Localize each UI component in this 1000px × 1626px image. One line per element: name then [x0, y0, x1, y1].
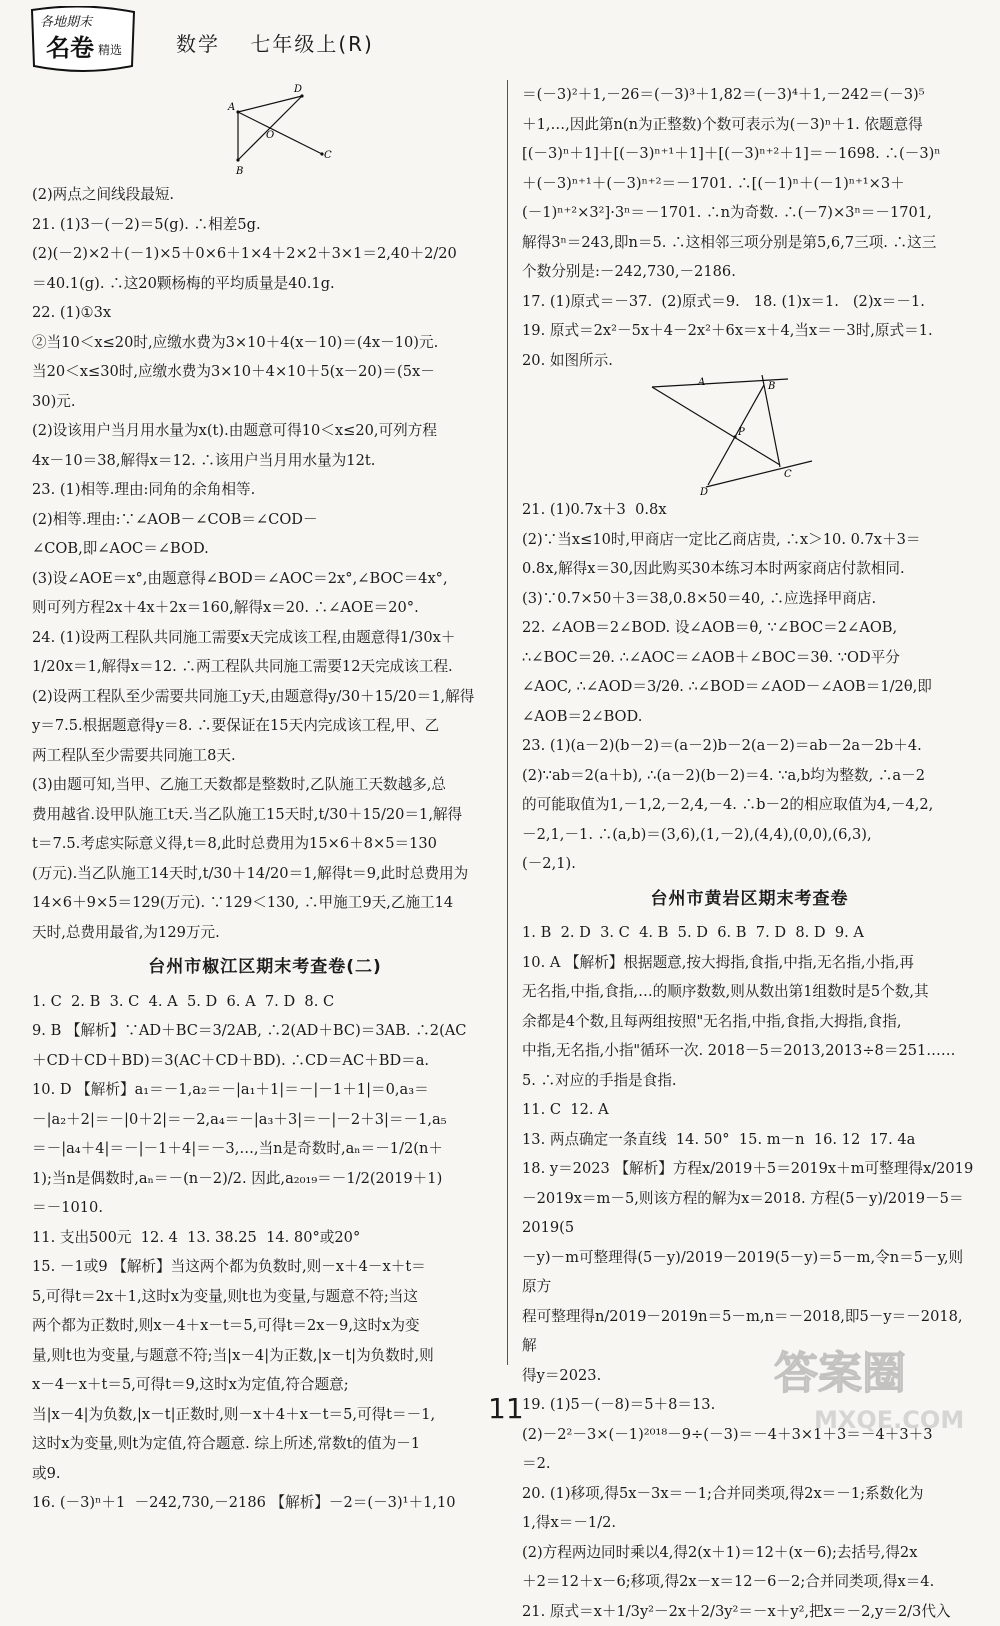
answer-line: 14×6＋9×5＝129(万元). ∵129＜130, ∴甲施工9天,乙施工14: [32, 888, 498, 918]
answer-line: (3)由题可知,当甲、乙施工天数都是整数时,乙队施工天数越多,总: [32, 770, 498, 800]
answer-line: 9. B 【解析】∵AD＋BC＝3/2AB, ∴2(AD＋BC)＝3AB. ∴2(AC: [32, 1016, 498, 1046]
answer-line: 解得3ⁿ＝243,即n＝5. ∴这相邻三项分别是第5,6,7三项. ∴这三: [522, 228, 977, 258]
answer-line: (2)两点之间线段最短.: [32, 180, 498, 210]
answer-line: 19. (1)5－(－8)＝5＋8＝13.: [522, 1390, 977, 1420]
logo-line2: 名卷: [46, 34, 94, 62]
logo-line3: 精选: [98, 42, 122, 57]
answer-line: 17. (1)原式＝－37. (2)原式＝9. 18. (1)x＝1. (2)x＝－1.: [522, 287, 977, 317]
fig1-label-d: D: [293, 84, 302, 95]
subject-label: 数学: [176, 32, 220, 56]
figure-angles-aob: [32, 80, 498, 180]
fig2-label-d: D: [699, 487, 708, 495]
answer-line: 这时x为变量,则t为定值,符合题意. 综上所述,常数t的值为－1: [32, 1429, 498, 1459]
fig1-label-b: B: [235, 166, 243, 177]
answer-line: x－4－x＋t＝5,可得t＝9,这时x为定值,符合题意;: [32, 1370, 498, 1400]
answer-line: ②当10＜x≤20时,应缴水费为3×10＋4(x－10)＝(4x－10)元.: [32, 328, 498, 358]
answer-line: 11. 支出500元 12. 4 13. 38.25 14. 80°或20°: [32, 1223, 498, 1253]
answer-line: ＋CD＋CD＋BD)＝3(AC＋CD＋BD). ∴CD＝AC＋BD＝a.: [32, 1046, 498, 1076]
section-title-huangyan: 台州市黄岩区期末考查卷: [522, 885, 977, 915]
answer-line: －2,1,－1. ∴(a,b)＝(3,6),(1,－2),(4,4),(0,0),(6,3),: [522, 820, 977, 850]
answer-line: ＝－|a₄＋4|＝－|－1＋4|＝－3,…,当n是奇数时,aₙ＝－1/2(n＋: [32, 1134, 498, 1164]
huangyan-answers: [522, 918, 977, 1626]
fig1-label-a: A: [227, 102, 235, 113]
answer-line: 余都是4个数,且每两组按照"无名指,中指,食指,大拇指,食指,: [522, 1007, 977, 1037]
answer-line: 1. B 2. D 3. C 4. B 5. D 6. B 7. D 8. D 9. A: [522, 918, 977, 948]
fig2-label-b: B: [767, 381, 775, 392]
column-divider: [507, 80, 508, 1365]
answer-line: 费用越省.设甲队施工t天.当乙队施工15天时,t/30＋15/20＝1,解得: [32, 800, 498, 830]
answer-line: 19. 原式＝2x²－5x＋4－2x²＋6x＝x＋4,当x＝－3时,原式＝1.: [522, 316, 977, 346]
answer-line: 21. (1)0.7x＋3 0.8x: [522, 495, 977, 525]
answer-line: ＝－1010.: [32, 1193, 498, 1223]
answer-line: 22. (1)①3x: [32, 298, 498, 328]
answer-line: 1. C 2. B 3. C 4. A 5. D 6. A 7. D 8. C: [32, 987, 498, 1017]
fig2-label-a: A: [697, 377, 705, 388]
answer-line: ＝2.: [522, 1449, 977, 1479]
answer-line: 13. 两点确定一条直线 14. 50° 15. m－n 16. 12 17. 4a: [522, 1125, 977, 1155]
answer-line: ＝40.1(g). ∴这20颗杨梅的平均质量是40.1g.: [32, 269, 498, 299]
grade-label: 七年级上(R): [250, 32, 374, 56]
answer-line: 18. y＝2023 【解析】方程x/2019＋5＝2019x＋m可整理得x/2019: [522, 1154, 977, 1184]
answer-line: 24. (1)设两工程队共同施工需要x天完成该工程,由题意得1/30x＋: [32, 623, 498, 653]
answer-line: 5,可得t＝2x＋1,这时x为变量,则t也为变量,与题意不符;当这: [32, 1282, 498, 1312]
answer-line: 0.8x,解得x＝30,因此购买30本练习本时两家商店付款相同.: [522, 554, 977, 584]
left-column: [32, 80, 498, 1518]
fig1-label-c: C: [324, 150, 332, 161]
watermark-line1: 答案圈: [774, 1348, 906, 1399]
answer-line: ∠COB,即∠AOC＝∠BOD.: [32, 534, 498, 564]
answer-line: 的可能取值为1,－1,2,－2,4,－4. ∴b－2的相应取值为4,－4,2,: [522, 790, 977, 820]
answer-line: 22. ∠AOB＝2∠BOD. 设∠AOB＝θ, ∵∠BOC＝2∠AOB,: [522, 613, 977, 643]
answer-line: 1,得x＝－1/2.: [522, 1508, 977, 1538]
answer-line: 20. (1)移项,得5x－3x＝－1;合并同类项,得2x＝－1;系数化为: [522, 1479, 977, 1509]
answer-line: 得y＝2023.: [522, 1361, 977, 1391]
answer-line: ＋2＝12＋x－6;移项,得2x－x＝12－6－2;合并同类项,得x＝4.: [522, 1567, 977, 1597]
book-series-logo: [28, 6, 138, 72]
answer-line: 程可整理得n/2019－2019n＝5－m,n＝－2018,即5－y＝－2018,解: [522, 1302, 977, 1361]
answer-line: ∠AOB＝2∠BOD.: [522, 702, 977, 732]
watermark-logo: [754, 1328, 994, 1438]
right-answers-top: [522, 80, 977, 375]
answer-line: 23. (1)相等.理由:同角的余角相等.: [32, 475, 498, 505]
fig2-label-c: C: [784, 469, 792, 480]
answer-line: 21. (1)3－(－2)＝5(g). ∴相差5g.: [32, 210, 498, 240]
answer-line: 10. D 【解析】a₁＝－1,a₂＝－|a₁＋1|＝－|－1＋1|＝0,a₃＝: [32, 1075, 498, 1105]
answer-line: (3)∵0.7×50＋3＝38,0.8×50＝40, ∴应选择甲商店.: [522, 584, 977, 614]
answer-line: 或9.: [32, 1459, 498, 1489]
answer-line: ＝(－3)²＋1,－26＝(－3)³＋1,82＝(－3)⁴＋1,－242＝(－3)⁵: [522, 80, 977, 110]
answer-line: ∠AOC, ∴∠AOD＝3/2θ. ∴∠BOD＝∠AOD－∠AOB＝1/2θ,即: [522, 672, 977, 702]
answer-line: 11. C 12. A: [522, 1095, 977, 1125]
left-answers: [32, 180, 498, 947]
answer-line: (万元).当乙队施工14天时,t/30＋14/20＝1,解得t＝9,此时总费用为: [32, 859, 498, 889]
answer-line: 量,则t也为变量,与题意不符;当|x－4|为正数,|x－t|为负数时,则: [32, 1341, 498, 1371]
answer-line: 30)元.: [32, 387, 498, 417]
answer-line: 中指,无名指,小指"循环一次. 2018－5＝2013,2013÷8＝251……: [522, 1036, 977, 1066]
answer-line: 个数分别是:－242,730,－2186.: [522, 257, 977, 287]
watermark-line2: MXQE.COM: [814, 1406, 964, 1434]
page-number: 11: [488, 1392, 524, 1425]
answer-line: (2)∵ab＝2(a＋b), ∴(a－2)(b－2)＝4. ∵a,b均为整数, ∴a－2: [522, 761, 977, 791]
right-answers-mid: [522, 495, 977, 879]
answer-line: －y)－m可整理得(5－y)/2019－2019(5－y)＝5－m,令n＝5－y,则原方: [522, 1243, 977, 1302]
answer-line: (－1)ⁿ⁺²×3²]·3ⁿ＝－1701. ∴n为奇数. ∴(－7)×3ⁿ＝－1701,: [522, 198, 977, 228]
answer-line: (2)(－2)×2＋(－1)×5＋0×6＋1×4＋2×2＋3×1＝2,40＋2/20: [32, 239, 498, 269]
page-header: [28, 6, 548, 74]
jiaojiang-answers: [32, 987, 498, 1518]
answer-line: 当20＜x≤30时,应缴水费为3×10＋4×10＋5(x－20)＝(5x－: [32, 357, 498, 387]
logo-line1: 各地期末: [40, 15, 94, 30]
answer-line: 天时,总费用最省,为129万元.: [32, 918, 498, 948]
answer-line: 当|x－4|为负数,|x－t|正数时,则－x＋4＋x－t＝5,可得t＝－1,: [32, 1400, 498, 1430]
answer-line: 4x－10＝38,解得x＝12. ∴该用户当月用水量为12t.: [32, 446, 498, 476]
answer-line: 无名指,中指,食指,…的顺序数数,则从数出第1组数时是5个数,其: [522, 977, 977, 1007]
answer-line: (－2,1).: [522, 849, 977, 879]
answer-line: (2)设该用户当月用水量为x(t).由题意可得10＜x≤20,可列方程: [32, 416, 498, 446]
answer-line: 21. 原式＝x＋1/3y²－2x＋2/3y²＝－x＋y²,把x＝－2,y＝2/3代入: [522, 1597, 977, 1626]
answer-line: 两工程队至少需要共同施工8天.: [32, 741, 498, 771]
answer-line: (2)方程两边同时乘以4,得2(x＋1)＝12＋(x－6);去括号,得2x: [522, 1538, 977, 1568]
section-title-jiaojiang: 台州市椒江区期末考查卷(二): [32, 953, 498, 983]
answer-line: 15. －1或9 【解析】当这两个都为负数时,则－x＋4－x＋t＝: [32, 1252, 498, 1282]
answer-line: 1);当n是偶数时,aₙ＝－(n－2)/2. 因此,a₂₀₁₉＝－1/2(2019＋1): [32, 1164, 498, 1194]
answer-line: ∴∠BOC＝2θ. ∴∠AOC＝∠AOB＋∠BOC＝3θ. ∵OD平分: [522, 643, 977, 673]
answer-line: 10. A 【解析】根据题意,按大拇指,食指,中指,无名指,小指,再: [522, 948, 977, 978]
answer-line: －2019x＝m－5,则该方程的解为x＝2018. 方程(5－y)/2019－5＝2019(5: [522, 1184, 977, 1243]
answer-line: [(－3)ⁿ＋1]＋[(－3)ⁿ⁺¹＋1]＋[(－3)ⁿ⁺²＋1]＝－1698. ∴(－3)ⁿ: [522, 139, 977, 169]
answer-line: (2)∵当x≤10时,甲商店一定比乙商店贵, ∴x＞10. 0.7x＋3＝: [522, 525, 977, 555]
answer-line: y＝7.5.根据题意得y＝8. ∴要保证在15天内完成该工程,甲、乙: [32, 711, 498, 741]
answer-line: 23. (1)(a－2)(b－2)＝(a－2)b－2(a－2)＝ab－2a－2b＋4.: [522, 731, 977, 761]
answer-line: ＋1,…,因此第n(n为正整数)个数可表示为(－3)ⁿ＋1. 依题意得: [522, 110, 977, 140]
answer-line: －|a₂＋2|＝－|0＋2|＝－2,a₄＝－|a₃＋3|＝－|－2＋3|＝－1,a₅: [32, 1105, 498, 1135]
answer-line: (2)－2²－3×(－1)²⁰¹⁸－9÷(－3)＝－4＋3×1＋3＝－4＋3＋3: [522, 1420, 977, 1450]
answer-line: 1/20x＝1,解得x＝12. ∴两工程队共同施工需要12天完成该工程.: [32, 652, 498, 682]
answer-line: 则可列方程2x＋4x＋2x＝160,解得x＝20. ∴∠AOE＝20°.: [32, 593, 498, 623]
fig1-label-o: O: [266, 130, 274, 141]
answer-line: 16. (－3)ⁿ＋1 －242,730,－2186 【解析】－2＝(－3)¹＋1,10: [32, 1488, 498, 1518]
answer-line: 两个都为正数时,则x－4＋x－t＝5,可得t＝2x－9,这时x为变: [32, 1311, 498, 1341]
answer-line: ＋(－3)ⁿ⁺¹＋(－3)ⁿ⁺²＝－1701. ∴[(－1)ⁿ＋(－1)ⁿ⁺¹×3＋: [522, 169, 977, 199]
figure-quadrilateral-p: [522, 375, 977, 495]
fig2-label-p: P: [737, 427, 745, 438]
answer-line: (3)设∠AOE＝x°,由题意得∠BOD＝∠AOC＝2x°,∠BOC＝4x°,: [32, 564, 498, 594]
header-title: [176, 28, 396, 57]
answer-line: (2)设两工程队至少需要共同施工y天,由题意得y/30＋15/20＝1,解得: [32, 682, 498, 712]
answer-line: (2)相等.理由:∵∠AOB－∠COB＝∠COD－: [32, 505, 498, 535]
answer-line: 5. ∴对应的手指是食指.: [522, 1066, 977, 1096]
answer-line: 20. 如图所示.: [522, 346, 977, 376]
answer-line: t＝7.5.考虑实际意义得,t＝8,此时总费用为15×6＋8×5＝130: [32, 829, 498, 859]
